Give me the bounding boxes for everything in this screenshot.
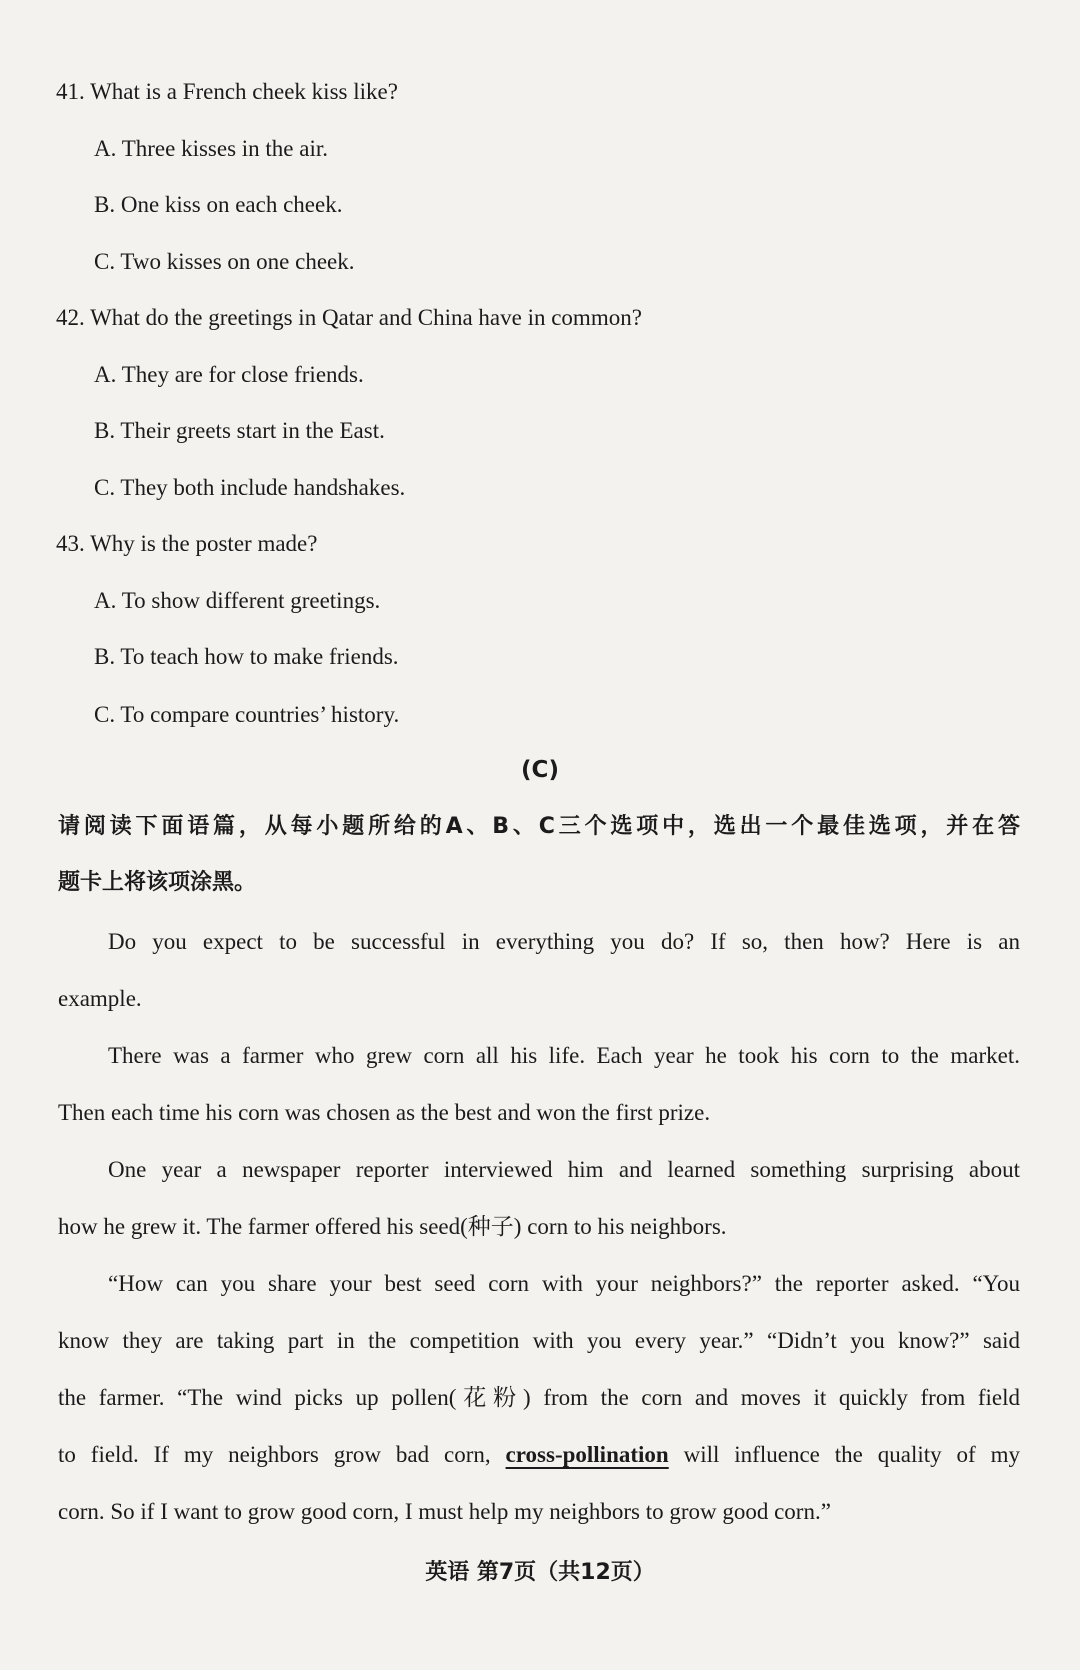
instruction-line-1: 请阅读下面语篇，从每小题所给的A、B、C三个选项中，选出一个最佳选项，并在答 bbox=[58, 814, 1020, 839]
passage-line-10: to field. If my neighbors grow bad corn, cross-pollination will influence the quality of my bbox=[58, 1442, 1021, 1467]
page-footer: 英语 第7页（共12页） bbox=[425, 1560, 655, 1585]
question-43-option-a: A. To show different greetings. bbox=[94, 588, 381, 613]
question-43-option-b: B. To teach how to make friends. bbox=[94, 644, 399, 669]
passage-line-9: the farmer. “The wind picks up pollen(花粉) from the corn and moves it quickly from field bbox=[58, 1385, 1020, 1410]
section-heading: (C) bbox=[521, 757, 559, 783]
passage-line-1: Do you expect to be successful in everything you do? If so, then how? Here is an bbox=[108, 929, 1020, 954]
passage-line-5: One year a newspaper reporter interviewed him and learned something surprising about bbox=[108, 1157, 1020, 1182]
instruction-line-2: 题卡上将该项涂黑。 bbox=[58, 870, 257, 895]
passage-line-2: example. bbox=[58, 986, 142, 1011]
question-42-option-a: A. They are for close friends. bbox=[94, 362, 364, 387]
question-43-option-c: C. To compare countries’ history. bbox=[94, 702, 400, 727]
question-43: 43. Why is the poster made? bbox=[56, 531, 318, 556]
passage-line-3: There was a farmer who grew corn all his life. Each year he took his corn to the market. bbox=[108, 1043, 1020, 1068]
passage-line-11: corn. So if I want to grow good corn, I must help my neighbors to grow good corn.” bbox=[58, 1499, 831, 1524]
passage-line-7: “How can you share your best seed corn with your neighbors?” the reporter asked. “You bbox=[108, 1271, 1020, 1296]
question-41-option-c: C. Two kisses on one cheek. bbox=[94, 249, 355, 274]
question-42-option-c: C. They both include handshakes. bbox=[94, 475, 406, 500]
passage-line-6: how he grew it. The farmer offered his seed(种子) corn to his neighbors. bbox=[58, 1214, 727, 1239]
question-41-option-a: A. Three kisses in the air. bbox=[94, 136, 328, 161]
question-41-option-b: B. One kiss on each cheek. bbox=[94, 192, 343, 217]
underlined-term: cross-pollination bbox=[505, 1442, 669, 1467]
question-42-option-b: B. Their greets start in the East. bbox=[94, 418, 385, 443]
question-42: 42. What do the greetings in Qatar and China have in common? bbox=[56, 305, 642, 330]
question-41: 41. What is a French cheek kiss like? bbox=[56, 79, 398, 104]
passage-line-8: know they are taking part in the competition with you every year.” “Didn’t you know?” said bbox=[58, 1328, 1020, 1353]
passage-line-4: Then each time his corn was chosen as the best and won the first prize. bbox=[58, 1100, 711, 1125]
